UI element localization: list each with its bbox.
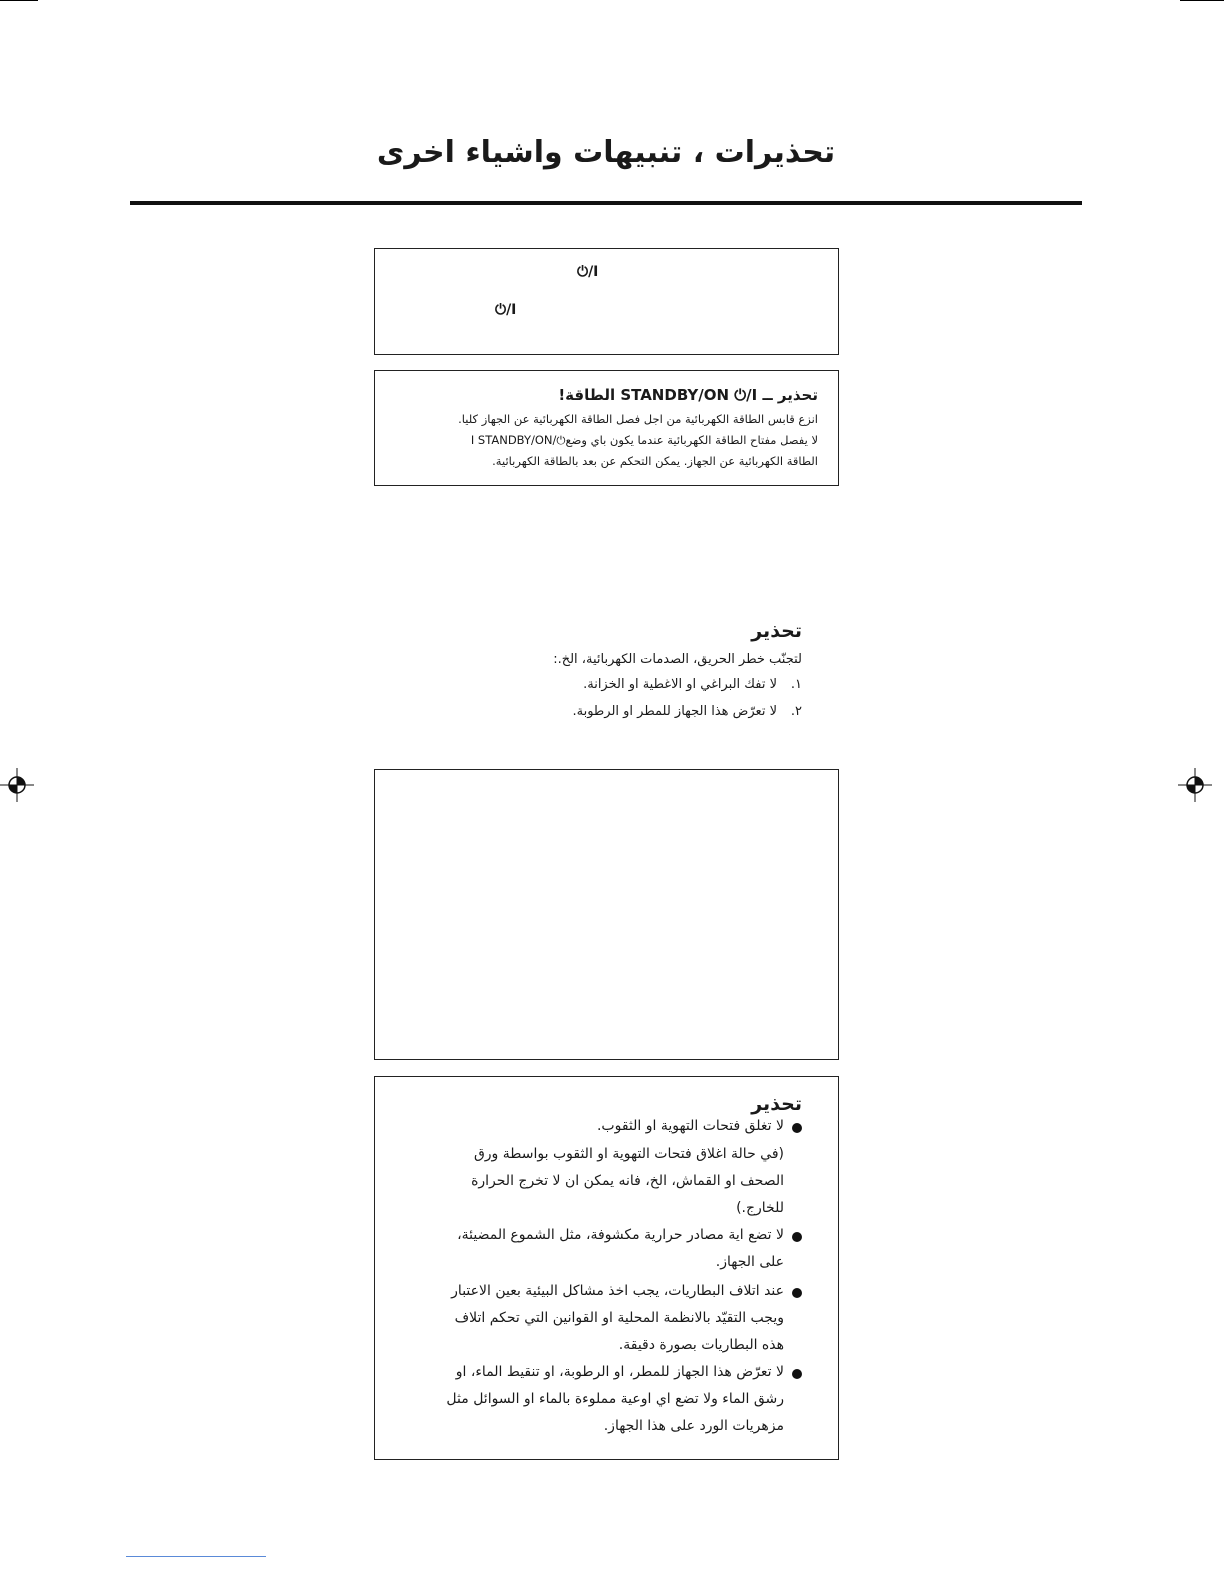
standby-warning-heading: تحذير ــ STANDBY/ON ⏻/I الطاقة! — [558, 386, 818, 404]
warning-2-item-4-line-3: مزهريات الورد على هذا الجهاز. — [603, 1418, 784, 1434]
footer-line — [126, 1556, 266, 1557]
warning-2-item-3-line-2: ويجب التقيّد بالانظمة المحلية او القوانين التي تحكم اتلاف — [454, 1310, 784, 1326]
power-symbol-1: ⏻/I — [577, 264, 599, 280]
warning-2-item-1-line-4: للخارج.) — [736, 1200, 784, 1216]
standby-warning-line-2: لا يفصل مفتاح الطاقة الكهربائية عندما يكون باي وضع⏻/I STANDBY/ON — [470, 433, 818, 447]
warning-2-item-4-line-2: رشق الماء ولا تضع اي اوعية مملوءة بالماء او السوائل مثل — [446, 1391, 784, 1407]
crop-mark-top-left — [0, 0, 38, 1]
warning-2-title: تحذير — [751, 1093, 802, 1115]
bullet-3-icon — [792, 1288, 802, 1298]
warning-1-item-1-number: ١. — [790, 677, 802, 692]
empty-box — [374, 769, 839, 1060]
warning-2-item-4-line-1: لا تعرّض هذا الجهاز للمطر، او الرطوبة، او تنقيط الماء، او — [455, 1364, 784, 1380]
warning-2-item-3-line-3: هذه البطاريات بصورة دقيقة. — [618, 1337, 784, 1353]
warning-2-item-3-line-1: عند اتلاف البطاريات، يجب اخذ مشاكل البيئية بعين الاعتبار — [451, 1283, 784, 1299]
standby-warning-line-1: انزع قابس الطاقة الكهربائية من اجل فصل الطاقة الكهربائية عن الجهاز كليا. — [458, 412, 818, 426]
standby-warning-box — [374, 370, 839, 486]
registration-mark-left-icon — [0, 768, 34, 802]
crop-mark-top-right — [1180, 0, 1224, 1]
warning-1-item-2-number: ٢. — [790, 704, 802, 719]
power-symbol-2: ⏻/I — [495, 302, 517, 318]
warning-2-item-2-line-1: لا تضع اية مصادر حرارية مكشوفة، مثل الشموع المضيئة، — [457, 1227, 784, 1243]
power-symbol-box — [374, 248, 839, 355]
bullet-1-icon — [792, 1123, 802, 1133]
warning-2-item-1-line-3: الصحف او القماش، الخ، فانه يمكن ان لا تخرج الحرارة — [471, 1173, 784, 1189]
registration-mark-right-icon — [1178, 768, 1212, 802]
bullet-4-icon — [792, 1369, 802, 1379]
bullet-2-icon — [792, 1232, 802, 1242]
warning-2-box — [374, 1076, 839, 1460]
warning-1-item-1-text: لا تفك البراغي او الاغطية او الخزانة. — [583, 677, 777, 692]
standby-warning-line-3: الطاقة الكهربائية عن الجهاز. يمكن التحكم عن بعد بالطاقة الكهربائية. — [492, 454, 818, 468]
warning-1-intro: لتجنّب خطر الحريق، الصدمات الكهربائية، الخ.: — [553, 652, 802, 667]
warning-1-title: تحذير — [751, 620, 802, 642]
warning-2-item-1-line-2: (في حالة اغلاق فتحات التهوية او الثقوب بواسطة ورق — [473, 1146, 784, 1162]
title-rule — [130, 201, 1082, 205]
warning-1-item-2-text: لا تعرّض هذا الجهاز للمطر او الرطوبة. — [572, 704, 777, 719]
warning-2-item-1-line-1: لا تغلق فتحات التهوية او الثقوب. — [596, 1118, 784, 1134]
warning-2-item-2-line-2: على الجهاز. — [715, 1254, 784, 1270]
page-title: تحذيرات ، تنبيهات واشياء اخرى — [376, 135, 836, 170]
